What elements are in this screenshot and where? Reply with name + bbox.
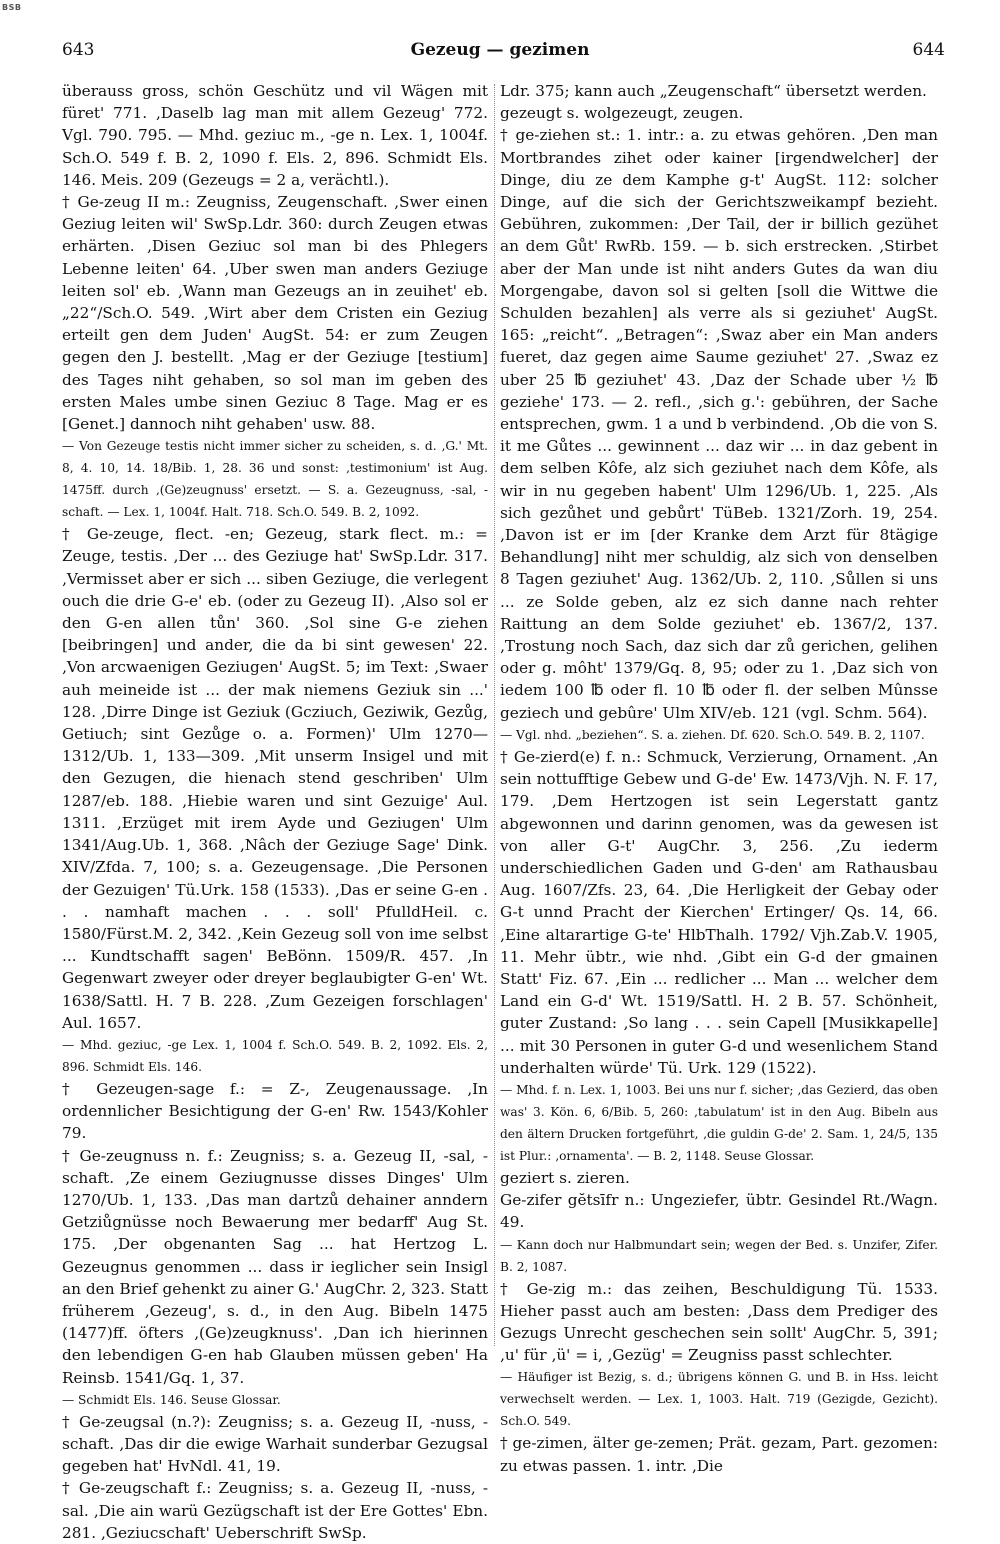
page-header [0, 40, 1000, 64]
entry-paragraph: — Vgl. nhd. „beziehen“. S. a. ziehen. Df. 620. Sch.O. 549. B. 2, 1107. [500, 727, 925, 742]
entry-paragraph: † Ge-zeugschaft f.: Zeugniss; s. a. Gezeug II, -nuss, -sal. ‚Die ain warü Gezügschaft ist der Ere Gottes' Ebn. 281. ‚Geziucschaft' Ueberschrift SwSp. [62, 1479, 488, 1542]
entry-paragraph: — Häufiger ist Bezig, s. d.; übrigens können G. und B. in Hss. leicht verwechselt werden. — Lex. 1, 1003. Halt. 719 (Gezigde, Gezicht). Sch.O. 549. [500, 1370, 938, 1429]
entry-paragraph: † Ge-zeugsal (n.?): Zeugniss; s. a. Gezeug II, -nuss, -schaft. ‚Das dir die ewige Warhait sunderbar Gezugsal gegeben hat' HvNdl. 41, 19. [62, 1412, 488, 1476]
entry-paragraph: † ge-zimen, älter ge-zemen; Prät. gezam, Part. gezomen: zu etwas passen. 1. intr. ‚Die [500, 1434, 938, 1475]
entry-paragraph: überauss gross, schön Geschütz und vil Wägen mit füret' 771. ‚Daselb lag man mit allem Gezeug' 772. Vgl. 790. 795. — Mhd. geziuc m., -ge n. Lex. 1, 1004f. Sch.O. 549 f. B. 2, 1090 f. Els. 2, 896. Schmidt Els. 146. Meis. 209 (Gezeugs = 2 a, verächtl.). [62, 82, 488, 189]
entry-paragraph: Ldr. 375; kann auch „Zeugenschaft“ übersetzt werden. [500, 82, 927, 100]
entry-paragraph: — Mhd. f. n. Lex. 1, 1003. Bei uns nur f. sicher; ‚das Gezierd, das oben was' 3. Kön. 6, 6/Bib. 5, 260: ‚tabulatum' ist in den Aug. Bibeln aus den ältern Drucken fortgeführt, ‚die guldin G-de' 2. Sam. 1, 24/5, 135 ist Plur.: ‚ornamenta'. — B. 2, 1148. Seuse Glossar. [500, 1082, 938, 1163]
entry-paragraph: geziert s. zieren. [500, 1168, 630, 1187]
entry-paragraph: † Ge-zeugnuss n. f.: Zeugniss; s. a. Gezeug II, -sal, -schaft. ‚Ze einem Geziugnusse disses Dinges' Ulm 1270/Ub. 1, 133. ‚Das man dartzů dehainer anndern Getziůgnüsse noch Bewaerung mer bedarff' Aug St. 175. ‚Der obgenanten Sag ... hat Hertzog L. Gezeugnus genommen ... dass ir ieglicher sein Insigl an den Brief gehenkt zu ainer G.' AugChr. 2, 323. Statt früherem ‚Gezeug', s. d., in den Aug. Bibeln 1475 (1477)ff. öfters ‚(Ge)zeugknuss'. ‚Dan ich hierinnen den lebendigen G-en hab Glauben müssen geben' Ha Reinsb. 1541/Gq. 1, 37. [62, 1146, 488, 1387]
running-head: Gezeug — gezimen [410, 40, 590, 60]
column-divider [494, 84, 496, 1346]
entry-paragraph: † Gezeugen-sage f.: = Z-, Zeugenaussage. ‚In ordennlicher Besichtigung der G-en' Rw. 1543/Kohler 79. [62, 1079, 488, 1143]
entry-paragraph: — Mhd. geziuc, -ge Lex. 1, 1004 f. Sch.O. 549. B. 2, 1092. Els. 2, 896. Schmidt Els. 146. [62, 1037, 488, 1074]
entry-paragraph: † Ge-zeuge, flect. -en; Gezeug, stark flect. m.: = Zeuge, testis. ‚Der ... des Geziuge hat' SwSp.Ldr. 317. ‚Vermisset aber er sich ... siben Geziuge, die verlegent ouch die drie G-e' eb. (oder zu Gezeug II). ‚Also sol er den G-en allen tůn' 360. ‚Sol sine G-e ziehen [beibringen] und ander, die da bi sint gewesen' 22. ‚Von arcwaenigen Geziugen' AugSt. 5; im Text: ‚Swaer auh meineide ist ... der mak niemens Geziuk sin ...' 128. ‚Dirre Dinge ist Geziuk (Gcziuch, Geziwik, Gezůg, Getiuch; sint Gezůge o. a. Formen)' Ulm 1270—1312/Ub. 1, 133—309. ‚Mit unserm Insigel und mit den Gezugen, die hienach stend geschriben' Ulm 1287/eb. 188. ‚Hiebie waren und sint Gezuige' Aul. 1311. ‚Erzüget mit irem Ayde und Geziugen' Ulm 1341/Aug.Ub. 1, 368. ‚Nâch der Geziuge Sage' Dink. XIV/Zfda. 7, 100; s. a. Gezeugensage. ‚Die Personen der Gezuigen' Tü.Urk. 158 (1533). ‚Das er seine G-en . . . namhaft machen . . . soll' PfulldHeil. c. 1580/Fürst.M. 2, 342. ‚Kein Gezeug soll von ime selbst ... Kundtschafft sagen' BeBönn. 1509/R. 457. ‚In Gegenwart zweyer oder dreyer beglaubigter G-en' Wt. 1638/Sattl. H. 7 B. 228. ‚Zum Gezeigen forschlagen' Aul. 1657. [62, 525, 488, 1032]
entry-paragraph: Ge-zifer gĕtsīfr n.: Ungeziefer, übtr. Gesindel Rt./Wagn. 49. [500, 1191, 938, 1232]
entry-paragraph: † ge-ziehen st.: 1. intr.: a. zu etwas gehören. ‚Den man Mortbrandes zihet oder kainer [irgendwelcher] der Dinge, diu ze dem Kamphe g-t' AugSt. 112: solcher Dinge, auf die sich der Gerichtszweikampf bezieht. Gebühren, zukommen: ‚Der Tail, der ir billich gezühet an dem Gůt' RwRb. 159. — b. sich erstrecken. ‚Stirbet aber der Man unde ist niht anders Gutes da wan diu Morgengabe, davon sol si gelten [soll die Wittwe die Schulden bezahlen] als verre als si geziuhet' AugSt. 165: „reicht“. „Betragen“: ‚Swaz aber ein Man anders fueret, daz gegen aime Saume geziuhet' 27. ‚Swaz ez uber 25 ℔ geziuhet' 43. ‚Daz der Schade uber ½ ℔ geziehe' 173. — 2. refl., ‚sich g.': gebühren, der Sache entsprechen, gwm. 1 a und b verbindend. ‚Ob die von S. it me Gůtes ... gewinnent ... daz wir ... in daz gebent in dem selben Kôfe, alz sich geziuhet nach dem Kôfe, als wir in nu gegeben habent' Ulm 1296/Ub. 1, 225. ‚Als sich gezůhet und gebůrt' TüBeb. 1321/Zorh. 19, 254. ‚Davon ist er im [der Kranke dem Arzt für 8tägige Behandlung] niht mer schuldig, alz sich von denselben 8 Tagen geziuhet' Aug. 1362/Ub. 2, 110. ‚Sůllen si uns ... ze Solde geben, alz ez sich danne nach rehter Raittung an dem Solde geziuhet' eb. 1367/2, 137. ‚Trostung noch Sach, daz sich dar zů gerichen, gelihen oder g. môht' 1379/Gq. 8, 95; oder zu 1. ‚Daz sich von iedem 100 ℔ oder fl. 10 ℔ oder fl. der selben Mûnsse gezіech und gebûre' Ulm XIV/eb. 121 (vgl. Schm. 564). [500, 126, 938, 722]
page-number-right: 644 [912, 40, 945, 60]
entry-paragraph: † Ge-zig m.: das zeihen, Beschuldigung Tü. 1533. Hieher passt auch am besten: ‚Dass dem Prediger des Gezugs Unrecht geschechen sein sollt' AugChr. 5, 391; ‚u' für ‚ü' = i, ‚Gezüg' = Zeugniss passt schlechter. [500, 1279, 938, 1365]
entry-paragraph: gezeugt s. wolgezeugt, zeugen. [500, 104, 744, 123]
entry-paragraph: † Ge-zierd(e) f. n.: Schmuck, Verzierung, Ornament. ‚An sein nottufftige Gebew und G-de' Ew. 1473/Vjh. N. F. 17, 179. ‚Dem Hertzogen ist sein Legerstatt gantz abgewonnen und darinn genomen, was da gewesen ist von aller G-t' AugChr. 3, 256. ‚Zu iederm underschiedlichen Gaden und G-den' am Rathausbau Aug. 1607/Zfs. 23, 64. ‚Die Herligkeit der Gebay oder G-t unnd Pracht der Kierchen' Ertinger/ Qs. 14, 66. ‚Eine altarartige G-te' HlbThalh. 1792/ Vjh.Zab.V. 1905, 11. Mehr übtr., wie nhd. ‚Gibt ein G-d der gmainen Statt' Fiz. 67. ‚Ein ... redlicher ... Man ... welcher dem Land ein G-d' Wt. 1519/Sattl. H. 2 B. 57. Schönheit, guter Zustand: ‚So lang . . . sein Capell [Musikkapelle] ... mit 30 Personen in guter G-d und wesenlichem Stand underhalten würde' Tü. Urk. 129 (1522). [500, 747, 938, 1077]
entry-paragraph: † Ge-zeug II m.: Zeugniss, Zeugenschaft. ‚Swer einen Geziug leiten wil' SwSp.Ldr. 360: durch Zeugen etwas erhärten. ‚Disen Geziuc sol man bi des Phlegers Lebenne leiten' 64. ‚Uber swen man anders Geziuge leiten sol' eb. ‚Wann man Gezeugs an in zeuihet' eb. „22“/Sch.O. 549. ‚Wirt aber dem Cristen ein Geziug erteilt gen dem Juden' AugSt. 54: er zum Zeugen gegen den J. bestellt. ‚Mag er der Geziuge [testium] des Tages niht gehaben, so sol man im geben des ersten Males umbe sinen Geziuc 8 Tage. Mag er es [Genet.] dannoch niht gehaben' usw. 88. [62, 193, 488, 434]
entry-paragraph: — Von Gezeuge testis nicht immer sicher zu scheiden, s. d. ‚G.' Mt. 8, 4. 10, 14. 18/Bib. 1, 28. 36 und sonst: ‚testimonium' ist Aug. 1475ff. durch ‚(Ge)zeugnuss' ersetzt. — S. a. Gezeugnuss, -sal, -schaft. — Lex. 1, 1004f. Halt. 718. Sch.O. 549. B. 2, 1092. [62, 439, 488, 520]
library-mark: BSB [2, 3, 22, 12]
left-column [62, 80, 488, 1544]
entry-paragraph: — Kann doch nur Halbmundart sein; wegen der Bed. s. Unzifer, Zifer. B. 2, 1087. [500, 1237, 938, 1274]
entry-paragraph: — Schmidt Els. 146. Seuse Glossar. [62, 1392, 281, 1407]
right-column [500, 80, 938, 1477]
page-number-left: 643 [62, 40, 95, 60]
